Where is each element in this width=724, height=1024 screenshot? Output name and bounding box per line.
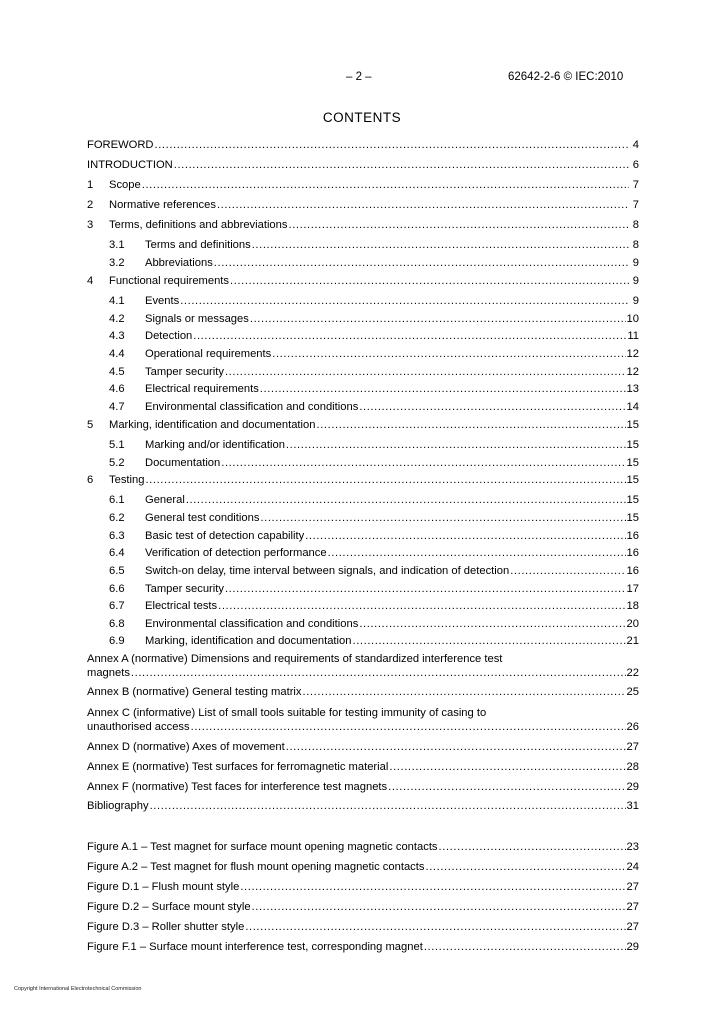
- toc-label: Marking and/or identification: [145, 439, 285, 451]
- annex-entry[interactable]: [87, 780, 639, 794]
- standard-reference: 62642-2-6 © IEC:2010: [508, 71, 624, 83]
- toc-entry[interactable]: [109, 546, 639, 560]
- toc-label: Normative references: [109, 199, 216, 211]
- toc-number: 6.1: [109, 494, 125, 506]
- toc-label: Detection: [145, 330, 193, 342]
- leader-dots: [389, 760, 625, 774]
- toc-page: 7: [632, 199, 639, 211]
- toc-number: 6.2: [109, 512, 125, 524]
- leader-dots: [359, 617, 625, 631]
- toc-label: Events: [145, 295, 180, 307]
- toc-number: 1: [87, 179, 94, 191]
- annex-title-line2: magnets: [87, 667, 130, 679]
- toc-label: Tamper security: [145, 583, 224, 595]
- toc-page: 8: [632, 239, 639, 251]
- toc-label: Documentation: [145, 457, 221, 469]
- toc-entry[interactable]: [87, 418, 639, 432]
- toc-page: 9: [632, 295, 639, 307]
- leader-dots: [303, 685, 626, 699]
- leader-dots: [286, 740, 626, 754]
- leader-dots: [288, 218, 629, 232]
- toc-label: INTRODUCTION: [87, 159, 173, 171]
- leader-dots: [214, 256, 629, 270]
- leader-dots: [145, 473, 625, 487]
- figure-entry[interactable]: [87, 860, 639, 874]
- toc-entry[interactable]: [109, 400, 639, 414]
- leader-dots: [180, 294, 629, 308]
- leader-dots: [316, 418, 625, 432]
- toc-entry[interactable]: [109, 438, 639, 452]
- toc-entry[interactable]: [109, 493, 639, 507]
- figure-entry[interactable]: [87, 920, 639, 934]
- annex-entry[interactable]: [87, 685, 639, 699]
- toc-number: 3: [87, 219, 94, 231]
- toc-label: Electrical tests: [145, 600, 218, 612]
- toc-label: Marking, identification and documentation: [145, 635, 352, 647]
- toc-page: 17: [626, 583, 639, 595]
- figure-label: Figure D.2 – Surface mount style: [87, 901, 251, 913]
- toc-label: Annex D (normative) Axes of movement: [87, 741, 285, 753]
- toc-label: Functional requirements: [109, 275, 230, 287]
- toc-entry[interactable]: [109, 312, 639, 326]
- toc-number: 4.3: [109, 330, 125, 342]
- leader-dots: [272, 347, 625, 361]
- leader-dots: [225, 365, 626, 379]
- figure-label: Figure D.1 – Flush mount style: [87, 881, 240, 893]
- leader-dots: [217, 198, 629, 212]
- toc-number: 6: [87, 474, 94, 486]
- leader-dots: [155, 138, 630, 152]
- toc-entry[interactable]: [87, 198, 639, 212]
- toc-entry[interactable]: [109, 238, 639, 252]
- toc-entry[interactable]: [109, 294, 639, 308]
- toc-page: 22: [626, 667, 639, 679]
- toc-page: 23: [626, 841, 639, 853]
- toc-number: 4.7: [109, 401, 125, 413]
- toc-label: Testing: [109, 474, 145, 486]
- annex-title-line1: Annex C (informative) List of small tools suitable for testing immunity of casing to: [87, 707, 487, 719]
- toc-page: 24: [626, 861, 639, 873]
- toc-number: 4.2: [109, 313, 125, 325]
- toc-page: 21: [626, 635, 639, 647]
- toc-entry[interactable]: [109, 365, 639, 379]
- annex-entry[interactable]: [87, 706, 639, 734]
- toc-number: 6.6: [109, 583, 125, 595]
- copyright-footer: Copyright International Electrotechnical Commission: [14, 986, 142, 992]
- toc-page: 7: [632, 179, 639, 191]
- toc-page: 15: [626, 474, 639, 486]
- toc-label: Abbreviations: [145, 257, 213, 269]
- page-number: – 2 –: [346, 71, 372, 83]
- annex-title-line1: Annex A (normative) Dimensions and requirements of standardized interference test: [87, 653, 503, 665]
- leader-dots: [193, 329, 626, 343]
- toc-entry[interactable]: [109, 529, 639, 543]
- figure-entry[interactable]: [87, 880, 639, 894]
- toc-label: Environmental classification and conditions: [145, 618, 359, 630]
- toc-number: 4: [87, 275, 94, 287]
- toc-page: 15: [626, 494, 639, 506]
- toc-entry[interactable]: [87, 178, 639, 192]
- toc-entry[interactable]: [109, 347, 639, 361]
- toc-number: 6.4: [109, 547, 125, 559]
- figure-label: Figure F.1 – Surface mount interference test, corresponding magnet: [87, 941, 423, 953]
- leader-dots: [352, 634, 625, 648]
- toc-page: 9: [632, 275, 639, 287]
- leader-dots: [260, 382, 626, 396]
- toc-page: 4: [632, 139, 639, 151]
- leader-dots: [191, 720, 626, 734]
- leader-dots: [424, 940, 626, 954]
- toc-label: Tamper security: [145, 366, 224, 378]
- toc-entry[interactable]: [109, 329, 639, 343]
- toc-entry[interactable]: [87, 138, 639, 152]
- toc-label: Scope: [109, 179, 141, 191]
- toc-page: 14: [626, 401, 639, 413]
- toc-entry[interactable]: [109, 511, 639, 525]
- toc-entry[interactable]: [109, 564, 639, 578]
- leader-dots: [252, 238, 629, 252]
- toc-entry[interactable]: [109, 382, 639, 396]
- leader-dots: [252, 900, 626, 914]
- leader-dots: [142, 178, 629, 192]
- toc-number: 6.9: [109, 635, 125, 647]
- leader-dots: [510, 564, 625, 578]
- toc-page: 11: [627, 330, 639, 342]
- toc-number: 5.1: [109, 439, 125, 451]
- toc-entry[interactable]: [109, 617, 639, 631]
- toc-number: 2: [87, 199, 94, 211]
- toc-label: Annex E (normative) Test surfaces for ferromagnetic material: [87, 761, 389, 773]
- annex-title-line2: unauthorised access: [87, 721, 190, 733]
- toc-page: 27: [626, 881, 639, 893]
- leader-dots: [221, 456, 625, 470]
- leader-dots: [186, 493, 626, 507]
- toc-number: 5.2: [109, 457, 125, 469]
- leader-dots: [240, 880, 625, 894]
- toc-page: 10: [626, 313, 639, 325]
- toc-page: 20: [626, 618, 639, 630]
- figure-entry[interactable]: [87, 940, 639, 954]
- toc-page: 9: [632, 257, 639, 269]
- leader-dots: [230, 274, 629, 288]
- leader-dots: [131, 666, 626, 680]
- figure-label: Figure A.2 – Test magnet for flush mount opening magnetic contacts: [87, 861, 425, 873]
- leader-dots: [245, 920, 625, 934]
- toc-entry[interactable]: [87, 218, 639, 232]
- toc-page: 29: [626, 941, 639, 953]
- toc-number: 4.6: [109, 383, 125, 395]
- toc-number: 5: [87, 419, 94, 431]
- toc-label: Annex B (normative) General testing matrix: [87, 686, 302, 698]
- toc-label: Terms and definitions: [145, 239, 251, 251]
- toc-page: 27: [626, 921, 639, 933]
- toc-label: Marking, identification and documentation: [109, 419, 316, 431]
- toc-page: 15: [626, 439, 639, 451]
- toc-entry[interactable]: [87, 158, 639, 172]
- figure-label: Figure A.1 – Test magnet for surface mount opening magnetic contacts: [87, 841, 438, 853]
- toc-entry[interactable]: [109, 456, 639, 470]
- toc-page: 27: [626, 901, 639, 913]
- leader-dots: [218, 599, 625, 613]
- toc-label: General test conditions: [145, 512, 260, 524]
- leader-dots: [328, 546, 626, 560]
- toc-number: 4.4: [109, 348, 125, 360]
- toc-number: 6.7: [109, 600, 125, 612]
- toc-page: 6: [632, 159, 639, 171]
- toc-page: 25: [626, 686, 639, 698]
- bibliography-entry[interactable]: [87, 799, 639, 813]
- toc-number: 3.2: [109, 257, 125, 269]
- toc-number: 6.5: [109, 565, 125, 577]
- toc-number: 6.8: [109, 618, 125, 630]
- toc-page: 16: [626, 530, 639, 542]
- leader-dots: [305, 529, 625, 543]
- leader-dots: [250, 312, 626, 326]
- toc-label: Annex F (normative) Test faces for interference test magnets: [87, 781, 388, 793]
- leader-dots: [260, 511, 625, 525]
- toc-label: Bibliography: [87, 800, 149, 812]
- toc-entry[interactable]: [109, 599, 639, 613]
- toc-label: General: [145, 494, 185, 506]
- figure-entry[interactable]: [87, 900, 639, 914]
- toc-label: Environmental classification and conditions: [145, 401, 359, 413]
- leader-dots: [439, 840, 626, 854]
- leader-dots: [359, 400, 625, 414]
- toc-label: Electrical requirements: [145, 383, 259, 395]
- toc-page: 31: [626, 800, 639, 812]
- toc-page: 15: [626, 512, 639, 524]
- toc-page: 12: [626, 366, 639, 378]
- toc-page: 29: [626, 781, 639, 793]
- toc-page: 28: [626, 761, 639, 773]
- toc-label: Terms, definitions and abbreviations: [109, 219, 288, 231]
- toc-page: 26: [626, 721, 639, 733]
- toc-label: Switch-on delay, time interval between signals, and indication of detection: [145, 565, 510, 577]
- annex-entry[interactable]: [87, 760, 639, 774]
- toc-entry[interactable]: [87, 473, 639, 487]
- toc-page: 8: [632, 219, 639, 231]
- leader-dots: [150, 799, 626, 813]
- page-title: CONTENTS: [322, 110, 402, 125]
- annex-entry[interactable]: [87, 740, 639, 754]
- toc-page: 16: [626, 547, 639, 559]
- toc-entry[interactable]: [87, 274, 639, 288]
- toc-label: FOREWORD: [87, 139, 154, 151]
- figure-entry[interactable]: [87, 840, 639, 854]
- leader-dots: [174, 158, 629, 172]
- toc-page: 12: [626, 348, 639, 360]
- toc-label: Verification of detection performance: [145, 547, 327, 559]
- toc-entry[interactable]: [109, 634, 639, 648]
- toc-label: Operational requirements: [145, 348, 272, 360]
- toc-page: 15: [626, 457, 639, 469]
- toc-page: 27: [626, 741, 639, 753]
- leader-dots: [286, 438, 626, 452]
- toc-label: Basic test of detection capability: [145, 530, 305, 542]
- toc-label: Signals or messages: [145, 313, 249, 325]
- toc-number: 3.1: [109, 239, 125, 251]
- figure-label: Figure D.3 – Roller shutter style: [87, 921, 245, 933]
- toc-entry[interactable]: [109, 256, 639, 270]
- toc-number: 4.5: [109, 366, 125, 378]
- toc-page: 15: [626, 419, 639, 431]
- toc-number: 4.1: [109, 295, 125, 307]
- toc-page: 13: [626, 383, 639, 395]
- toc-page: 18: [626, 600, 639, 612]
- toc-entry[interactable]: [109, 582, 639, 596]
- toc-page: 16: [626, 565, 639, 577]
- annex-entry[interactable]: [87, 652, 639, 680]
- leader-dots: [425, 860, 625, 874]
- toc-number: 6.3: [109, 530, 125, 542]
- leader-dots: [388, 780, 625, 794]
- leader-dots: [225, 582, 626, 596]
